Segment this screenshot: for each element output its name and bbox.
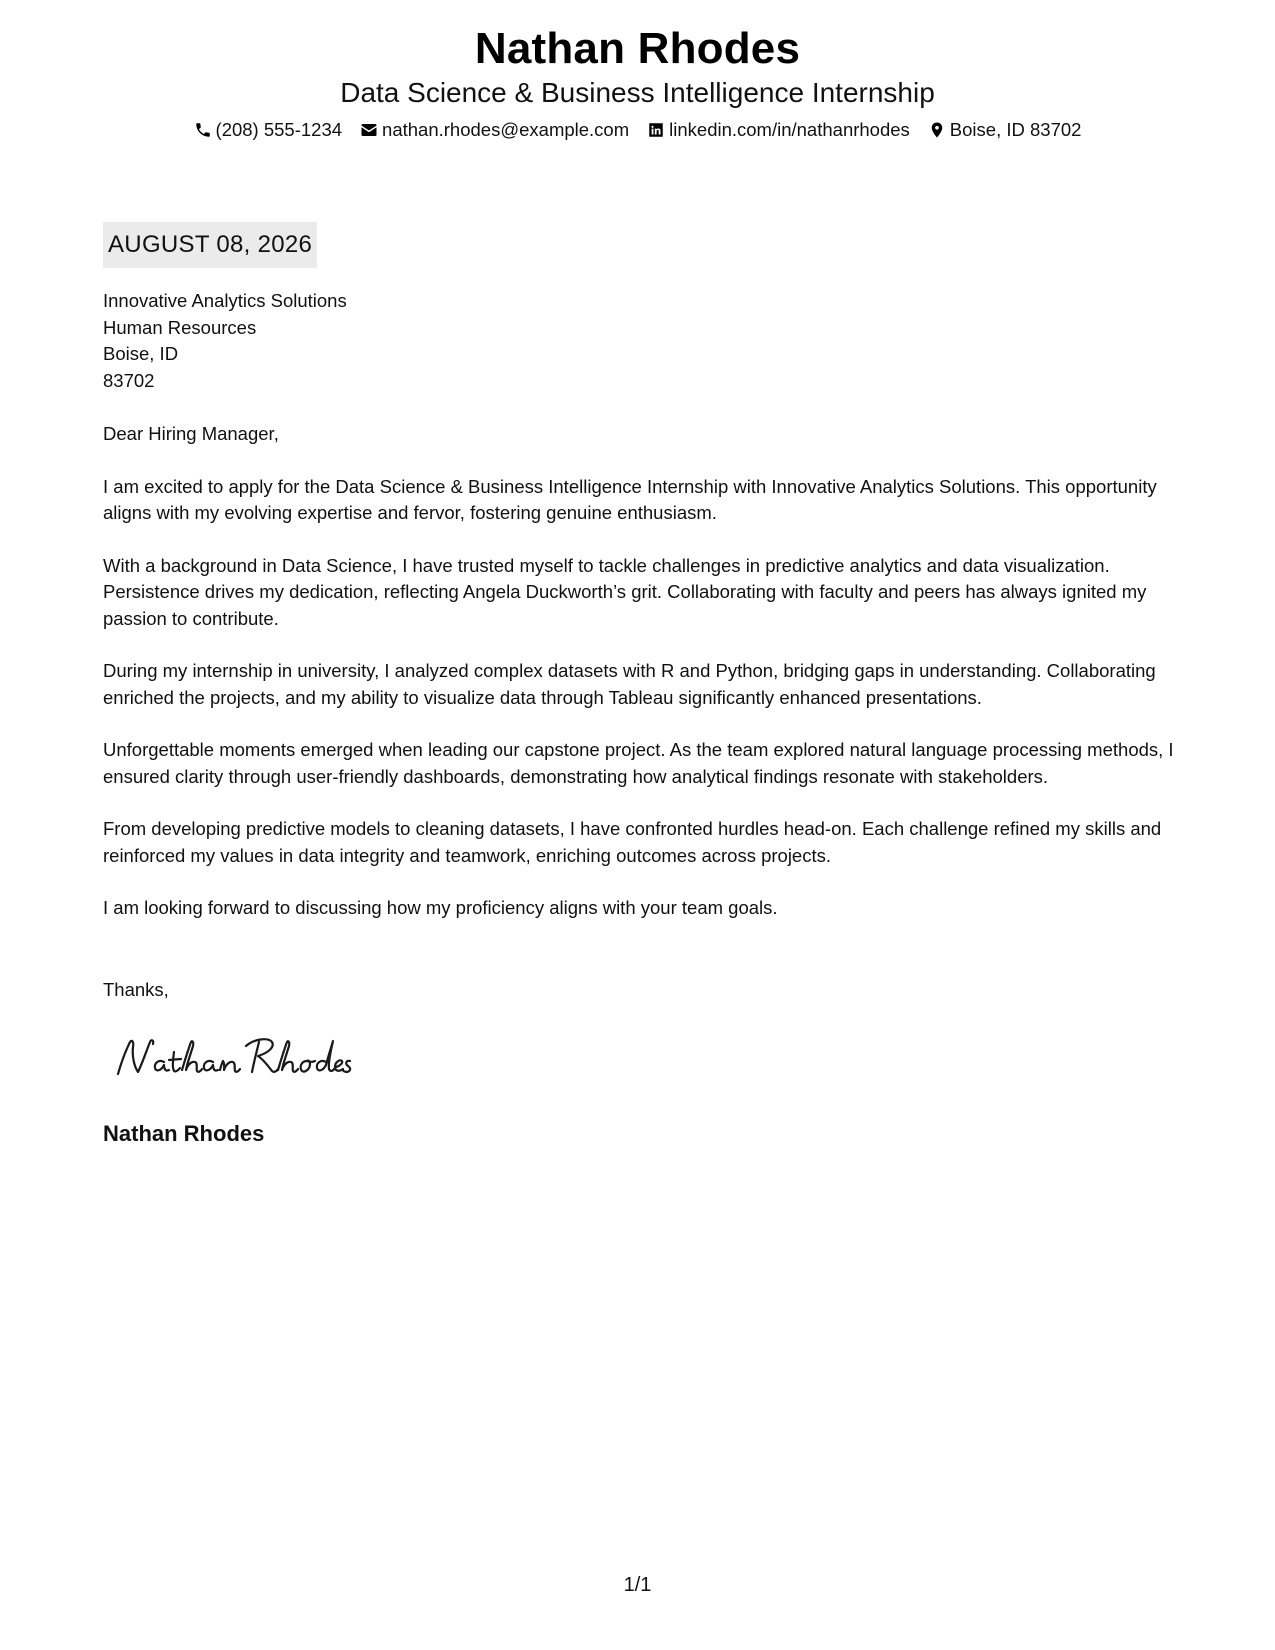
closing: Thanks, bbox=[103, 979, 169, 1000]
body-paragraph: I am looking forward to discussing how my proficiency aligns with your team goals. bbox=[103, 897, 778, 918]
recipient-zip: 83702 bbox=[103, 369, 155, 391]
linkedin-icon bbox=[647, 121, 665, 139]
map-pin-icon bbox=[928, 121, 946, 139]
location-text: Boise, ID 83702 bbox=[949, 119, 1082, 140]
applicant-name: Nathan Rhodes bbox=[474, 24, 801, 73]
contact-location bbox=[928, 116, 1082, 144]
salutation: Dear Hiring Manager, bbox=[103, 423, 279, 444]
recipient-address bbox=[103, 288, 347, 394]
contact-phone bbox=[194, 116, 343, 144]
page-number: 1/1 bbox=[623, 1574, 652, 1596]
recipient-city: Boise, ID bbox=[103, 343, 179, 364]
envelope-icon bbox=[360, 121, 378, 139]
phone-text: (208) 555-1234 bbox=[215, 119, 343, 140]
contact-linkedin[interactable] bbox=[647, 116, 910, 144]
body-paragraph: Unforgettable moments emerged when leading our capstone project. As the team explored natural language processing methods, I ensured clarity through user-friendly dashboards, demonstrating how analytical findings resonate with stakeholders. bbox=[103, 739, 1174, 787]
linkedin-text[interactable]: linkedin.com/in/nathanrhodes bbox=[669, 119, 910, 140]
body-paragraph: I am excited to apply for the Data Science & Business Intelligence Internship with Innovative Analytics Solutions. This opportunity aligns with my evolving expertise and fervor, fostering genuine enthusiasm. bbox=[103, 475, 1157, 523]
recipient-department: Human Resources bbox=[103, 316, 257, 338]
contact-bar bbox=[0, 116, 1275, 144]
handwritten-signature bbox=[112, 1030, 362, 1090]
letter-header bbox=[0, 22, 1275, 144]
body-paragraph: With a background in Data Science, I have trusted myself to tackle challenges in predictive analytics and data visualization. Persistence drives my dedication, reflecting Angela Duckworth’s grit. Collaborating with faculty and peers has always ignited my passion to contribute. bbox=[103, 554, 1147, 629]
position-title: Data Science & Business Intelligence Internship bbox=[340, 77, 935, 108]
phone-icon bbox=[194, 121, 212, 139]
email-text[interactable]: nathan.rhodes@example.com bbox=[382, 119, 630, 140]
body-paragraph: During my internship in university, I analyzed complex datasets with R and Python, bridging gaps in understanding. Collaborating enriched the projects, and my ability to visualize data through Tableau significantly enhanced presentations. bbox=[103, 660, 1156, 708]
recipient-company: Innovative Analytics Solutions bbox=[103, 290, 347, 311]
body-paragraph: From developing predictive models to cleaning datasets, I have confronted hurdles head-on. Each challenge refined my skills and reinforced my values in data integrity and teamwork, enriching outcomes across projects. bbox=[103, 818, 1162, 866]
letter-date: AUGUST 08, 2026 bbox=[103, 222, 317, 268]
signer-name: Nathan Rhodes bbox=[103, 1121, 265, 1146]
contact-email[interactable] bbox=[360, 116, 629, 144]
letter-body bbox=[103, 421, 1178, 948]
